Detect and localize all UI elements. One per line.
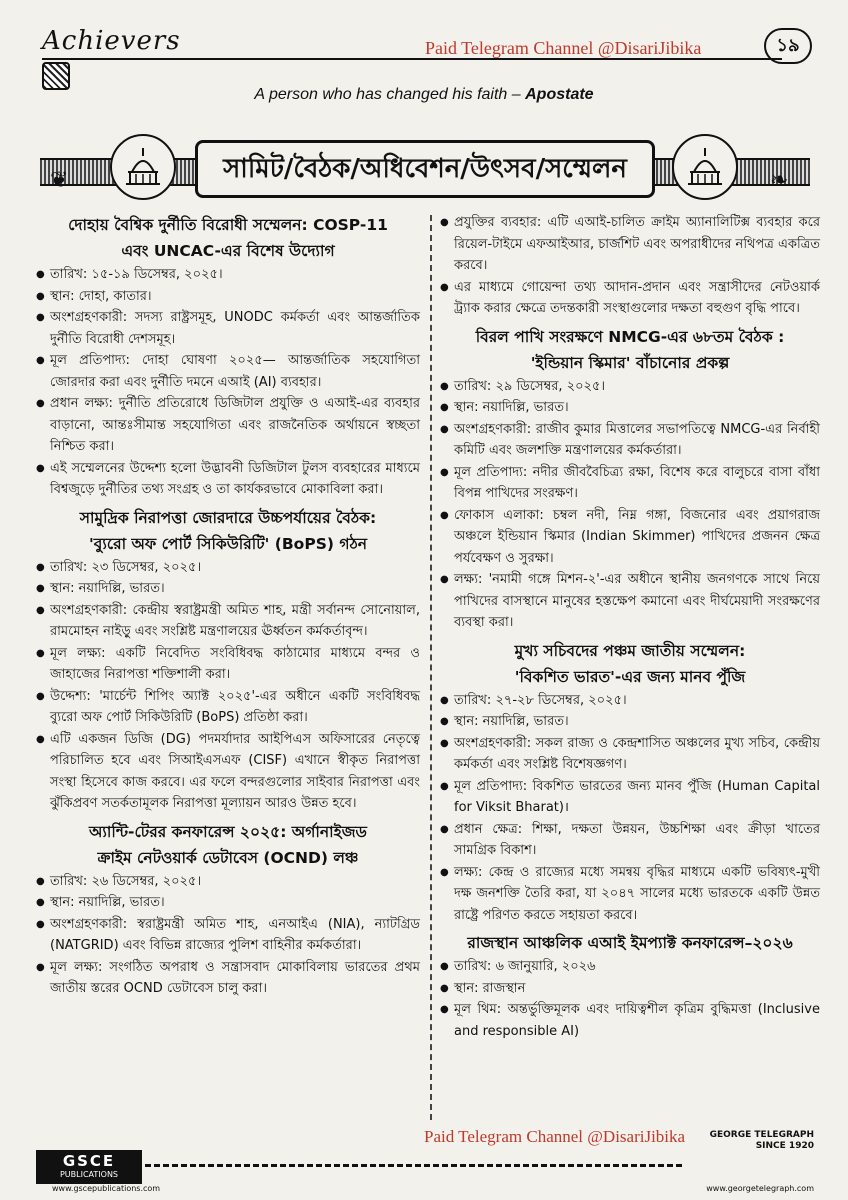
- list-item: ● প্রধান ক্ষেত্র: শিক্ষা, দক্ষতা উন্নয়ন, উচ্চশিক্ষা এবং ক্রীড়া খাতের সামগ্রিক বিকাশ।: [440, 819, 820, 862]
- capitol-dome-icon: [672, 134, 738, 200]
- list-item: ● প্রযুক্তির ব্যবহার: এটি এআই-চালিত ক্রাইম অ্যানালিটিক্স ব্যবহার করে রিয়েল-টাইমে এফআইআর, চার্জশিট এবং অপরাধীদের নথিপত্র একত্রিত করবে।: [440, 212, 820, 277]
- list-item: ● অংশগ্রহণকারী: সকল রাজ্য ও কেন্দ্রশাসিত অঞ্চলের মুখ্য সচিব, কেন্দ্রীয় কর্মকর্তা এবং সংশ্লিষ্ট বিশেষজ্ঞগণ।: [440, 733, 820, 776]
- vocab-quote: [0, 86, 848, 104]
- list-item: ● অংশগ্রহণকারী: রাজীব কুমার মিত্তালের সভাপতিত্বে NMCG-এর নির্বাহী কমিটি এবং জলশক্তি মন্ত্রণালয়ের কর্মকর্তারা।: [440, 419, 820, 462]
- list-item: ● মূল প্রতিপাদ্য: নদীর জীববৈচিত্র্য রক্ষা, বিশেষ করে বালুচরে বাসা বাঁধা বিপন্ন পাখিদের সংরক্ষণ।: [440, 462, 820, 505]
- list-item: ● এর মাধ্যমে গোয়েন্দা তথ্য আদান-প্রদান এবং সন্ত্রাসীদের নেটওয়ার্ক ট্র্যাক করার ক্ষেত্রে তদন্তকারী সংস্থাগুলোর দক্ষতা বহুগুণ বৃদ্ধি পাবে।: [440, 277, 820, 320]
- section-banner: [40, 128, 810, 218]
- list-item: ● মূল প্রতিপাদ্য: দোহা ঘোষণা ২০২৫— আন্তর্জাতিক সহযোগিতা জোরদার করা এবং দুর্নীতি দমনে এআই (AI) ব্যবহার।: [36, 350, 420, 393]
- banner-title: সামিট/বৈঠক/অধিবেশন/উৎসব/সম্মেলন: [195, 140, 655, 198]
- publisher-logo: GSCE PUBLICATIONS: [36, 1150, 142, 1184]
- list-item: ● স্থান: নয়াদিল্লি, ভারত।: [440, 711, 820, 733]
- list-item: ● মূল লক্ষ্য: সংগঠিত অপরাধ ও সন্ত্রাসবাদ মোকাবিলায় ভারতের প্রথম জাতীয় স্তরের OCND ডেটাবেস চালু করা।: [36, 957, 420, 1000]
- bullet-list: [36, 871, 420, 1000]
- scroll-ornament-icon: ❧: [770, 168, 789, 193]
- list-item: ● তারিখ: ২৬ ডিসেম্বর, ২০২৫।: [36, 871, 420, 893]
- section-title: মুখ্য সচিবদের পঞ্চম জাতীয় সম্মেলন: 'বিকশিত ভারত'-এর জন্য মানব পুঁজি: [514, 641, 746, 686]
- george-telegraph-url: www.georgetelegraph.com: [706, 1184, 814, 1193]
- bullet-list: [440, 212, 820, 320]
- brand-title: Achievers: [42, 26, 181, 56]
- footer-rule: [145, 1164, 685, 1167]
- list-item: ● স্থান: দোহা, কাতার।: [36, 286, 420, 308]
- left-column: [36, 212, 420, 1000]
- list-item: ● মূল প্রতিপাদ্য: বিকশিত ভারতের জন্য মানব পুঁজি (Human Capital for Viksit Bharat)।: [440, 776, 820, 819]
- list-item: ● তারিখ: ৬ জানুয়ারি, ২০২৬: [440, 956, 820, 978]
- george-telegraph-logo: GEORGE TELEGRAPH SINCE 1920: [709, 1130, 814, 1151]
- list-item: ● স্থান: নয়াদিল্লি, ভারত।: [36, 578, 420, 600]
- list-item: ● লক্ষ্য: কেন্দ্র ও রাজ্যের মধ্যে সমন্বয় বৃদ্ধির মাধ্যমে একটি ভবিষ্যৎ-মুখী দক্ষ জনশক্তি তৈরি করা, যা ২০৪৭ সালের মধ্যে ভারতকে একটি উন্নত রাষ্ট্রে পরিণত করতে সহায়তা করবে।: [440, 862, 820, 927]
- list-item: ● প্রধান লক্ষ্য: দুর্নীতি প্রতিরোধে ডিজিটাল প্রযুক্তি ও এআই-এর ব্যবহার বাড়ানো, আন্তঃসীমান্ত সহযোগিতা এবং রাজনৈতিক অর্থায়নে স্বচ্ছতা নিশ্চিত করা।: [36, 393, 420, 458]
- page-number: ১৯: [764, 28, 812, 64]
- list-item: ● তারিখ: ১৫-১৯ ডিসেম্বর, ২০২৫।: [36, 264, 420, 286]
- publisher-url: www.gscepublications.com: [52, 1184, 161, 1193]
- list-item: ● উদ্দেশ্য: 'মার্চেন্ট শিপিং অ্যাক্ট ২০২৫'-এর অধীনে একটি সংবিধিবদ্ধ ব্যুরো অফ পোর্ট সিকিউরিটি (BoPS) প্রতিষ্ঠা করা।: [36, 686, 420, 729]
- list-item: ● তারিখ: ২৩ ডিসেম্বর, ২০২৫।: [36, 557, 420, 579]
- section-title: দোহায় বৈশ্বিক দুর্নীতি বিরোধী সম্মেলন: COSP-11 এবং UNCAC-এর বিশেষ উদ্যোগ: [68, 216, 388, 260]
- watermark-telegram-top: Paid Telegram Channel @DisariJibika: [425, 38, 702, 58]
- list-item: ● তারিখ: ২৭-২৮ ডিসেম্বর, ২০২৫।: [440, 690, 820, 712]
- list-item: ● স্থান: নয়াদিল্লি, ভারত।: [36, 892, 420, 914]
- bullet-list: [36, 264, 420, 501]
- bullet-list: [440, 956, 820, 1042]
- list-item: ● এই সম্মেলনের উদ্দেশ্য হলো উদ্ভাবনী ডিজিটাল টুলস ব্যবহারের মাধ্যমে বিশ্বজুড়ে দুর্নীতির তথ্য সংগ্রহ ও তা কার্যকরভাবে মোকাবিলা করা।: [36, 458, 420, 501]
- section-title: সামুদ্রিক নিরাপত্তা জোরদারে উচ্চপর্যায়ের বৈঠক: 'ব্যুরো অফ পোর্ট সিকিউরিটি' (BoPS) গঠন: [79, 508, 377, 553]
- column-divider: [430, 215, 432, 1120]
- bullet-list: [440, 690, 820, 927]
- list-item: ● মূল লক্ষ্য: একটি নিবেদিত সংবিধিবদ্ধ কাঠামোর মাধ্যমে বন্দর ও জাহাজের নিরাপত্তা শক্তিশালী করা।: [36, 643, 420, 686]
- list-item: ● এটি একজন ডিজি (DG) পদমর্যাদার আইপিএস অফিসারের নেতৃত্বে পরিচালিত হবে এবং সিআইএসএফ (CISF) এখানে স্বীকৃত নিরাপত্তা সংস্থা হিসেবে কাজ করবে। এর ফলে বন্দরগুলোর সাইবার নিরাপত্তা এবং ঝুঁকিপ্রবণ সতর্কতামূলক নিরাপত্তা মূল্যায়ন আরও উন্নত হবে।: [36, 729, 420, 815]
- list-item: ● অংশগ্রহণকারী: কেন্দ্রীয় স্বরাষ্ট্রমন্ত্রী অমিত শাহ, মন্ত্রী সর্বানন্দ সোনোয়াল, রামমোহন নাইড়ু এবং সংশ্লিষ্ট মন্ত্রণালয়ের ঊর্ধ্বতন কর্মকর্তাবৃন্দ।: [36, 600, 420, 643]
- bullet-list: [440, 376, 820, 634]
- list-item: ● ফোকাস এলাকা: চম্বল নদী, নিম্ন গঙ্গা, বিজনোর এবং প্রয়াগরাজ অঞ্চলে ইন্ডিয়ান স্কিমার (Indian Skimmer) পাখিদের প্রজনন ক্ষেত্র পর্যবেক্ষণ ও সুরক্ষা।: [440, 505, 820, 570]
- right-column: [440, 212, 820, 1042]
- list-item: ● স্থান: রাজস্থান: [440, 978, 820, 1000]
- scroll-ornament-icon: ❦: [50, 168, 69, 193]
- capitol-dome-icon: [110, 134, 176, 200]
- list-item: ● লক্ষ্য: 'নমামী গঙ্গে মিশন-২'-এর অধীনে স্থানীয় জনগণকে সাথে নিয়ে পাখিদের বাসস্থানে মানুষের হস্তক্ষেপ কমানো এবং দীর্ঘমেয়াদী সংরক্ষণের ব্যবস্থা করা।: [440, 569, 820, 634]
- list-item: ● স্থান: নয়াদিল্লি, ভারত।: [440, 397, 820, 419]
- section-title: বিরল পাখি সংরক্ষণে NMCG-এর ৬৮তম বৈঠক : 'ইন্ডিয়ান স্কিমার' বাঁচানোর প্রকল্প: [475, 327, 785, 372]
- list-item: ● অংশগ্রহণকারী: স্বরাষ্ট্রমন্ত্রী অমিত শাহ, এনআইএ (NIA), ন্যাটগ্রিড (NATGRID) এবং বিভিন্ন রাজ্যের পুলিশ বাহিনীর কর্মকর্তারা।: [36, 914, 420, 957]
- bullet-list: [36, 557, 420, 815]
- list-item: ● অংশগ্রহণকারী: সদস্য রাষ্ট্রসমূহ, UNODC কর্মকর্তা এবং আন্তর্জাতিক দুর্নীতি বিরোধী দেশসমূহ।: [36, 307, 420, 350]
- watermark-telegram-bottom: Paid Telegram Channel @DisariJibika: [424, 1127, 686, 1146]
- list-item: ● তারিখ: ২৯ ডিসেম্বর, ২০২৫।: [440, 376, 820, 398]
- quote-word: Apostate: [525, 86, 594, 103]
- section-title: রাজস্থান আঞ্চলিক এআই ইমপ্যাক্ট কনফারেন্স–২০২৬: [467, 934, 793, 952]
- section-title: অ্যান্টি-টেরর কনফারেন্স ২০২৫: অর্গানাইজড ক্রাইম নেটওয়ার্ক ডেটাবেস (OCND) লঞ্চ: [89, 822, 367, 867]
- list-item: ● মূল থিম: অন্তর্ভুক্তিমূলক এবং দায়িত্বশীল কৃত্রিম বুদ্ধিমত্তা (Inclusive and responsible AI): [440, 999, 820, 1042]
- quote-text: A person who has changed his faith –: [254, 86, 526, 103]
